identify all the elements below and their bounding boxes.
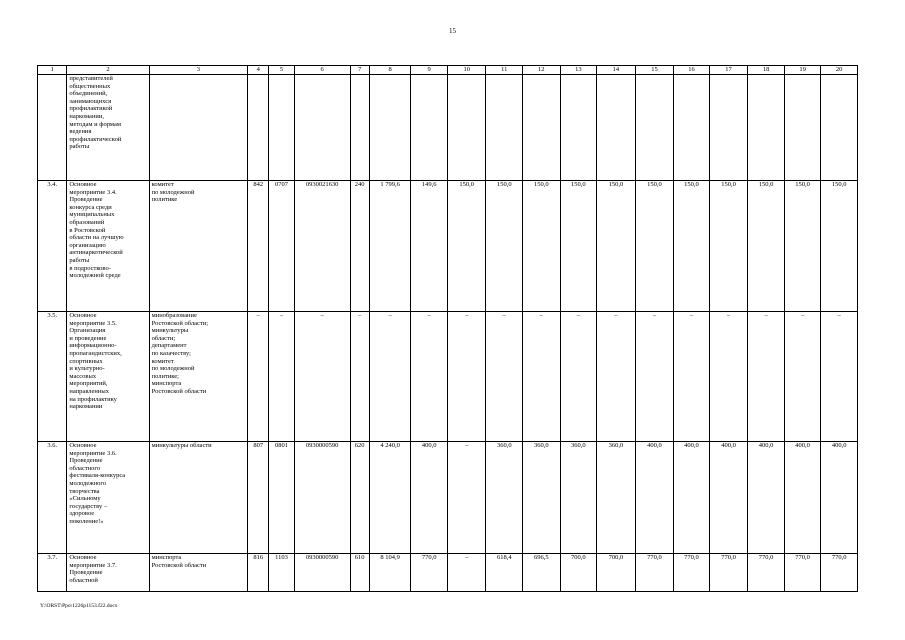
table-cell-col-8: 1 799,6 — [369, 181, 411, 312]
table-cell-col-3: минкультуры области — [149, 442, 247, 554]
table-cell-col-16: 400,0 — [674, 442, 710, 554]
table-cell-col-12: 150,0 — [523, 181, 561, 312]
table-cell-col-16: 770,0 — [674, 554, 710, 592]
table-cell-col-8: – — [369, 312, 411, 442]
table-cell-col-1: 3.4. — [38, 181, 67, 312]
table-cell-col-5: 0801 — [269, 442, 294, 554]
table-cell-col-19: 770,0 — [784, 554, 821, 592]
table-cell-col-6 — [294, 75, 350, 181]
table-cell-col-6: 0930021630 — [294, 181, 350, 312]
table-cell-col-14: – — [597, 312, 636, 442]
table-cell-col-18: 150,0 — [748, 181, 785, 312]
table-cell-col-19: 150,0 — [784, 181, 821, 312]
table-cell-col-9 — [411, 75, 448, 181]
table-row — [38, 312, 858, 442]
column-number-15: 15 — [635, 66, 674, 75]
table-cell-col-14 — [597, 75, 636, 181]
column-number-9: 9 — [411, 66, 448, 75]
table-cell-col-13: – — [560, 312, 597, 442]
table-cell-col-18: 770,0 — [748, 554, 785, 592]
table-cell-col-2: Основное мероприятие 3.7. Проведение областной — [67, 554, 149, 592]
table-cell-col-4: 842 — [248, 181, 269, 312]
column-number-11: 11 — [486, 66, 523, 75]
table-cell-col-17: 150,0 — [709, 181, 748, 312]
table-cell-col-6: 0930000590 — [294, 442, 350, 554]
table-cell-col-10: – — [447, 442, 486, 554]
table-cell-col-12: 360,0 — [523, 442, 561, 554]
column-number-16: 16 — [674, 66, 710, 75]
table-row — [38, 554, 858, 592]
column-number-8: 8 — [369, 66, 411, 75]
column-number-10: 10 — [447, 66, 486, 75]
table-cell-col-2: Основное мероприятие 3.6. Проведение областного фестиваля-конкурса молодежного творчества «Сильному государству – здоровое поколение!» — [67, 442, 149, 554]
table-cell-col-13 — [560, 75, 597, 181]
column-number-4: 4 — [248, 66, 269, 75]
table-cell-col-8 — [369, 75, 411, 181]
column-number-13: 13 — [560, 66, 597, 75]
table-cell-col-11: 150,0 — [486, 181, 523, 312]
column-number-18: 18 — [748, 66, 785, 75]
table-cell-col-1: 3.7. — [38, 554, 67, 592]
table-cell-col-17: 770,0 — [709, 554, 748, 592]
table-cell-col-7: – — [350, 312, 369, 442]
column-number-1: 1 — [38, 66, 67, 75]
table-cell-col-6: 0930000590 — [294, 554, 350, 592]
footer-file-path: Y:\ORST\Ppo\1226p1153.f22.docx — [40, 603, 118, 609]
table-cell-col-12: – — [523, 312, 561, 442]
table-cell-col-15: 150,0 — [635, 181, 674, 312]
table-cell-col-1 — [38, 75, 67, 181]
table-cell-col-4: – — [248, 312, 269, 442]
table-cell-col-17: 400,0 — [709, 442, 748, 554]
table-cell-col-8: 8 104,9 — [369, 554, 411, 592]
column-number-20: 20 — [821, 66, 858, 75]
table-cell-col-2: Основное мероприятие 3.4. Проведение конкурса среди муниципальных образований в Ростовской области на лучшую организацию антинаркотической работы в подростково- молодежной среде — [67, 181, 149, 312]
table-cell-col-5: 1103 — [269, 554, 294, 592]
table-cell-col-10: – — [447, 554, 486, 592]
table-cell-col-4: 807 — [248, 442, 269, 554]
table-cell-col-6: – — [294, 312, 350, 442]
table-cell-col-14: 700,0 — [597, 554, 636, 592]
table-cell-col-9: 400,0 — [411, 442, 448, 554]
table-cell-col-10: 150,0 — [447, 181, 486, 312]
column-number-14: 14 — [597, 66, 636, 75]
table-row — [38, 181, 858, 312]
table-cell-col-12: 696,5 — [523, 554, 561, 592]
column-number-7: 7 — [350, 66, 369, 75]
table-cell-col-11: 360,0 — [486, 442, 523, 554]
table-cell-col-14: 360,0 — [597, 442, 636, 554]
column-number-5: 5 — [269, 66, 294, 75]
table-cell-col-7: 620 — [350, 442, 369, 554]
table-cell-col-1: 3.5. — [38, 312, 67, 442]
table-cell-col-7 — [350, 75, 369, 181]
table-cell-col-18: – — [748, 312, 785, 442]
column-number-3: 3 — [149, 66, 247, 75]
column-number-row — [38, 66, 858, 75]
table-cell-col-7: 610 — [350, 554, 369, 592]
table-cell-col-11 — [486, 75, 523, 181]
table-cell-col-15: 770,0 — [635, 554, 674, 592]
table-cell-col-3: минспорта Ростовской области — [149, 554, 247, 592]
table-cell-col-4 — [248, 75, 269, 181]
table-cell-col-16: – — [674, 312, 710, 442]
table-cell-col-12 — [523, 75, 561, 181]
table-cell-col-13: 360,0 — [560, 442, 597, 554]
table-row — [38, 442, 858, 554]
column-number-6: 6 — [294, 66, 350, 75]
table-cell-col-20: 400,0 — [821, 442, 858, 554]
table-cell-col-10 — [447, 75, 486, 181]
program-table — [37, 65, 858, 592]
table-cell-col-5 — [269, 75, 294, 181]
page-number: 15 — [449, 27, 456, 35]
table-cell-col-18: 400,0 — [748, 442, 785, 554]
table-cell-col-15 — [635, 75, 674, 181]
table-cell-col-9: 149,6 — [411, 181, 448, 312]
table-cell-col-5: – — [269, 312, 294, 442]
table-cell-col-16: 150,0 — [674, 181, 710, 312]
table-cell-col-15: – — [635, 312, 674, 442]
table-cell-col-16 — [674, 75, 710, 181]
table-cell-col-17 — [709, 75, 748, 181]
table-cell-col-19 — [784, 75, 821, 181]
table-cell-col-9: – — [411, 312, 448, 442]
table-row — [38, 75, 858, 181]
table-cell-col-20: 150,0 — [821, 181, 858, 312]
table-cell-col-15: 400,0 — [635, 442, 674, 554]
table-cell-col-2: Основное мероприятие 3.5. Организация и проведение информационно- пропагандистских, спортивных и культурно- массовых мероприятий, направленных на профилактику наркомании — [67, 312, 149, 442]
table-cell-col-10: – — [447, 312, 486, 442]
table-cell-col-3: комитет по молодежной политике — [149, 181, 247, 312]
table-cell-col-13: 150,0 — [560, 181, 597, 312]
table-cell-col-11: 618,4 — [486, 554, 523, 592]
table-cell-col-3: минобразование Ростовской области; минкультуры области; департамент по казачеству; комитет по молодежной политике; минспорта Ростовской области — [149, 312, 247, 442]
table-cell-col-20: – — [821, 312, 858, 442]
column-number-12: 12 — [523, 66, 561, 75]
table-cell-col-18 — [748, 75, 785, 181]
table-cell-col-14: 150,0 — [597, 181, 636, 312]
table-cell-col-7: 240 — [350, 181, 369, 312]
table-cell-col-20: 770,0 — [821, 554, 858, 592]
table-cell-col-3 — [149, 75, 247, 181]
table-cell-col-17: – — [709, 312, 748, 442]
table-cell-col-13: 700,0 — [560, 554, 597, 592]
column-number-2: 2 — [67, 66, 149, 75]
column-number-19: 19 — [784, 66, 821, 75]
column-number-17: 17 — [709, 66, 748, 75]
table-cell-col-5: 0707 — [269, 181, 294, 312]
table-cell-col-4: 816 — [248, 554, 269, 592]
table-cell-col-19: 400,0 — [784, 442, 821, 554]
table-cell-col-1: 3.6. — [38, 442, 67, 554]
table-cell-col-19: – — [784, 312, 821, 442]
table-cell-col-20 — [821, 75, 858, 181]
table-cell-col-11: – — [486, 312, 523, 442]
table-cell-col-9: 770,0 — [411, 554, 448, 592]
table-cell-col-2: представителей общественных объединений, занимающихся профилактикой наркомании, методам и формам ведения профилактической работы — [67, 75, 149, 181]
table-cell-col-8: 4 240,0 — [369, 442, 411, 554]
